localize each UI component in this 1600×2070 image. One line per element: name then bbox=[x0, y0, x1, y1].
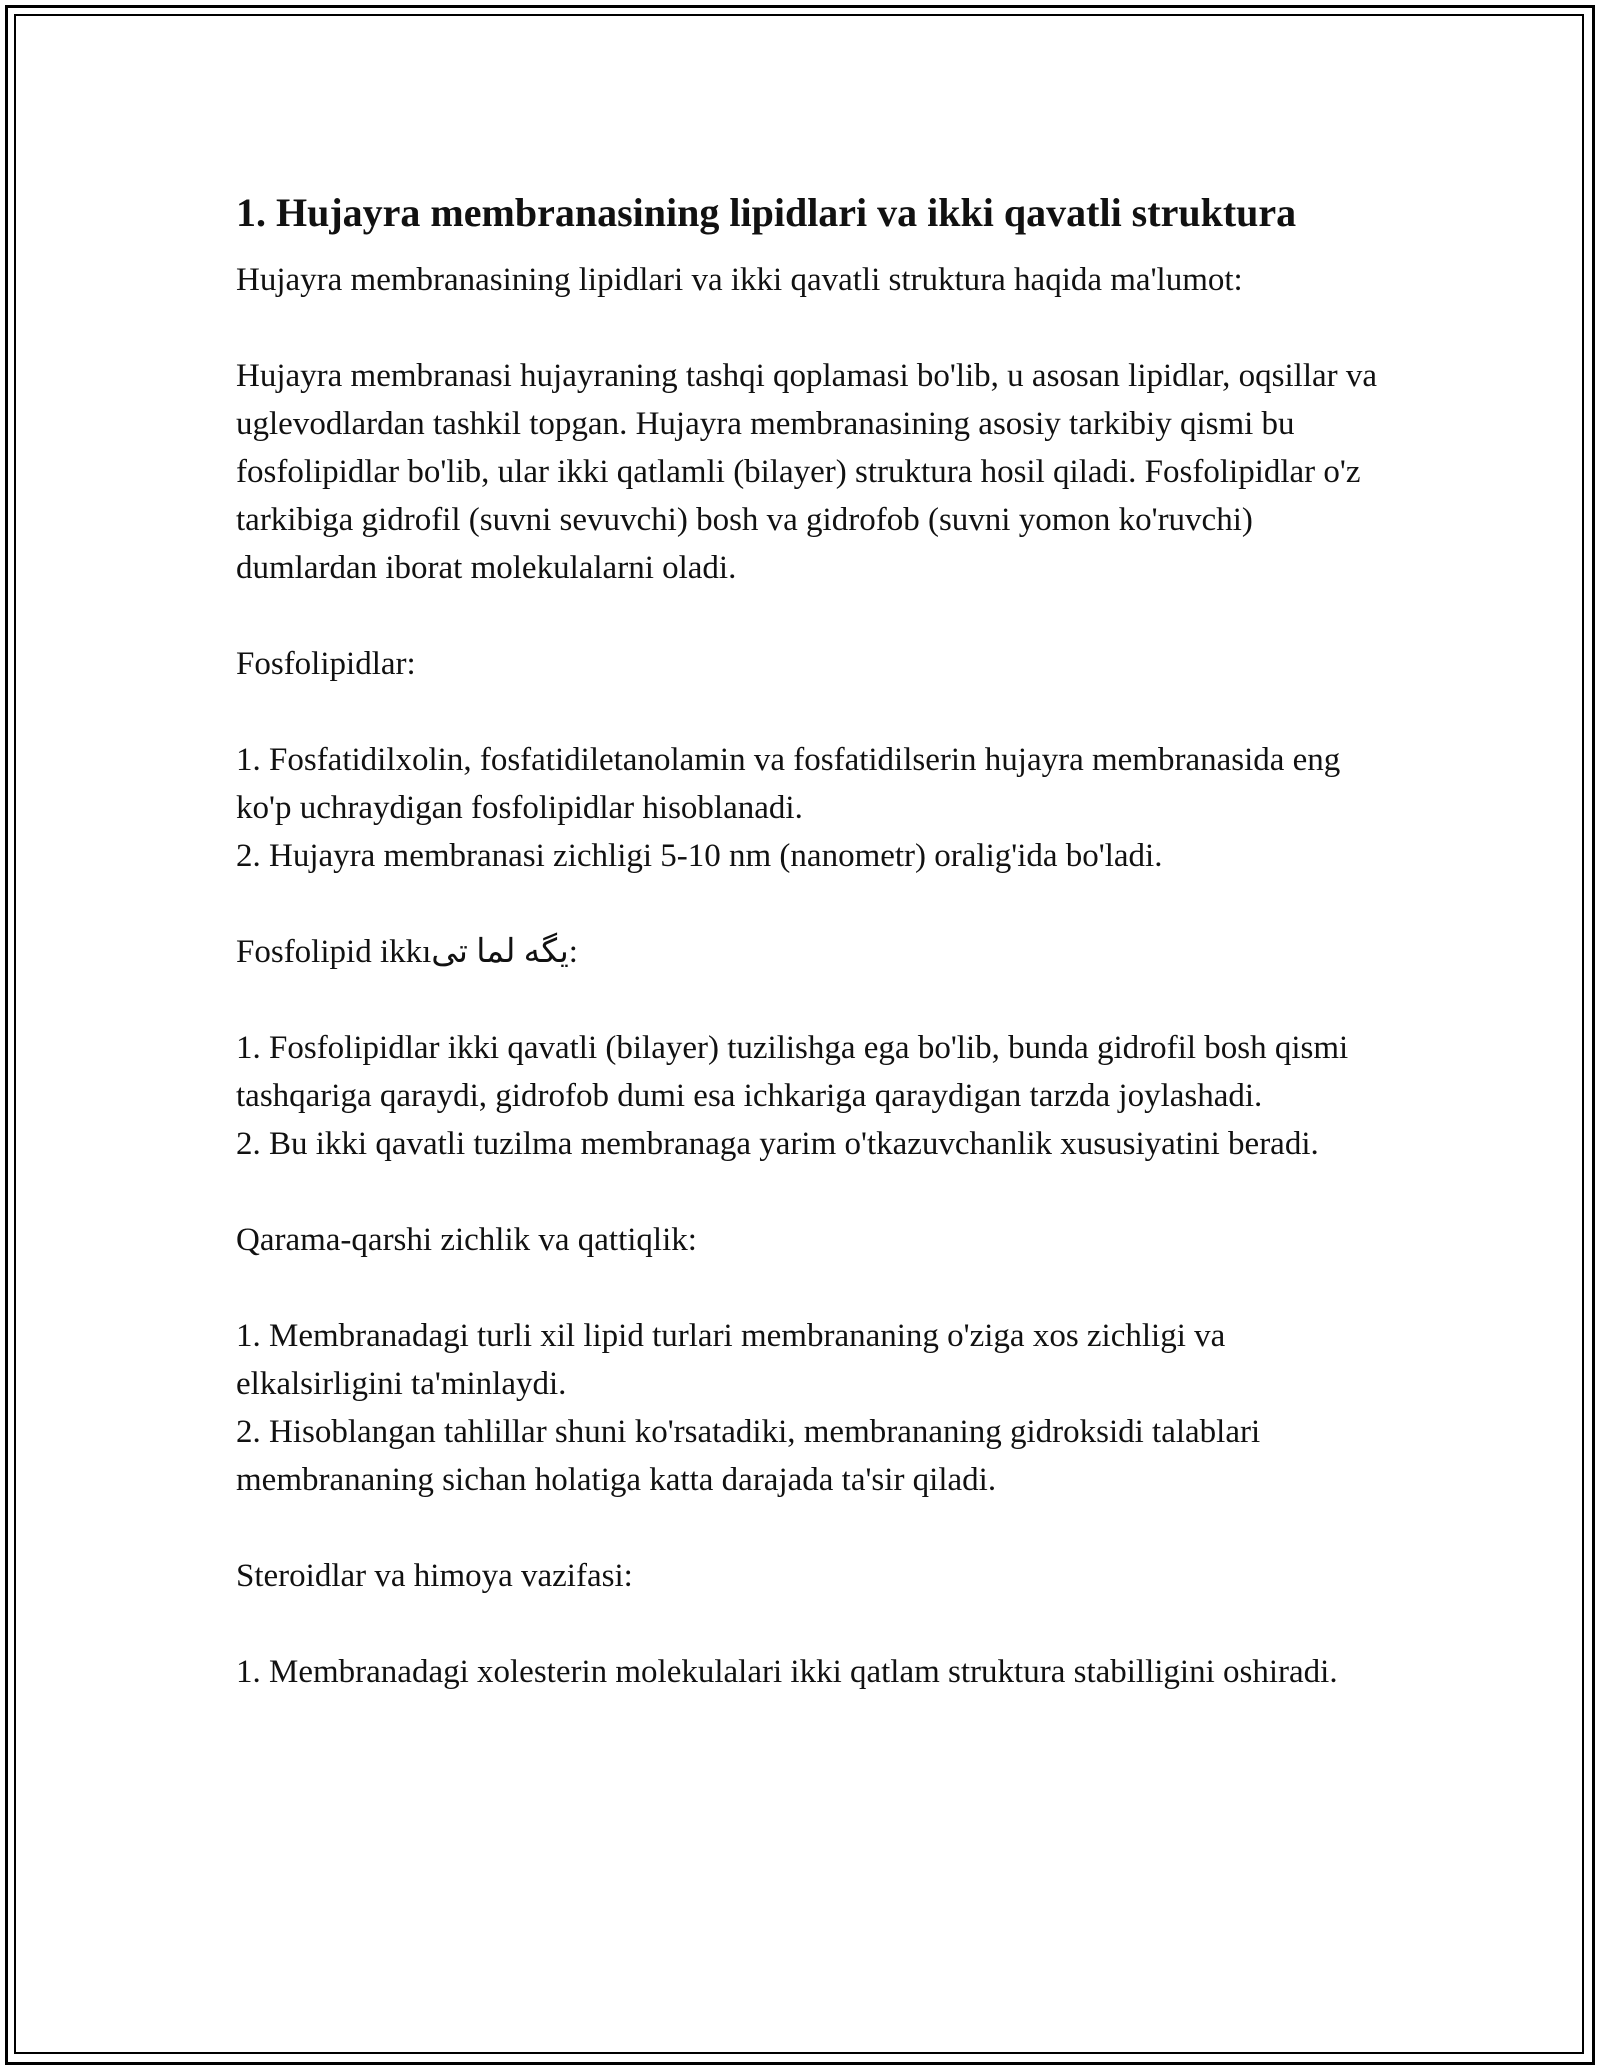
section-list-steroids bbox=[236, 1648, 1386, 1696]
list-item: 1. Fosfatidilxolin, fosfatidiletanolamin va fosfatidilserin hujayra membranasida eng ko'p uchraydigan fosfolipidlar hisoblanadi. bbox=[236, 742, 1341, 826]
section-list-density bbox=[236, 1312, 1386, 1504]
section-heading-density: Qarama-qarshi zichlik va qattiqlik: bbox=[236, 1222, 697, 1258]
list-item: 1. Membranadagi xolesterin molekulalari ikki qatlam struktura stabilligini oshiradi. bbox=[236, 1654, 1338, 1690]
list-item: 2. Hujayra membranasi zichligi 5-10 nm (nanometr) oralig'ida bo'ladi. bbox=[236, 838, 1163, 874]
document-body bbox=[236, 186, 1386, 1696]
document-title: 1. Hujayra membranasining lipidlari va ikki qavatli struktura bbox=[236, 190, 1297, 235]
section-heading-fosfolipidlar: Fosfolipidlar: bbox=[236, 646, 416, 682]
section-list-bilayer bbox=[236, 1024, 1386, 1168]
list-item: 1. Fosfolipidlar ikki qavatli (bilayer) tuzilishga ega bo'lib, bunda gidrofil bosh qismi tashqariga qaraydi, gidrofob dumi esa ichkariga qaraydigan tarzda joylashadi. bbox=[236, 1030, 1349, 1114]
list-item: 1. Membranadagi turli xil lipid turlari membrananing o'ziga xos zichligi va elkalsirligini ta'minlaydi. bbox=[236, 1318, 1226, 1402]
list-item: 2. Hisoblangan tahlillar shuni ko'rsatadiki, membrananing gidroksidi talablari membrananing sichan holatiga katta darajada ta'sir qiladi. bbox=[236, 1414, 1261, 1498]
list-item: 2. Bu ikki qavatli tuzilma membranaga yarim o'tkazuvchanlik xususiyatini beradi. bbox=[236, 1126, 1319, 1162]
section-heading-bilayer: Fosfolipid ikkıیگه لما تی: bbox=[236, 934, 578, 970]
section-heading-steroids: Steroidlar va himoya vazifasi: bbox=[236, 1558, 633, 1594]
intro-line: Hujayra membranasining lipidlari va ikki qavatli struktura haqida ma'lumot: bbox=[236, 262, 1243, 298]
section-list-fosfolipidlar bbox=[236, 736, 1386, 880]
overview-paragraph: Hujayra membranasi hujayraning tashqi qoplamasi bo'lib, u asosan lipidlar, oqsillar va uglevodlardan tashkil topgan. Hujayra membranasining asosiy tarkibiy qismi bu fosfolipidlar bo'lib, ular ikki qatlamli (bilayer) struktura hosil qiladi. Fosfolipidlar o'z tarkibiga gidrofil (suvni sevuvchi) bosh va gidrofob (suvni yomon ko'ruvchi) dumlardan iborat molekulalarni oladi. bbox=[236, 358, 1378, 586]
